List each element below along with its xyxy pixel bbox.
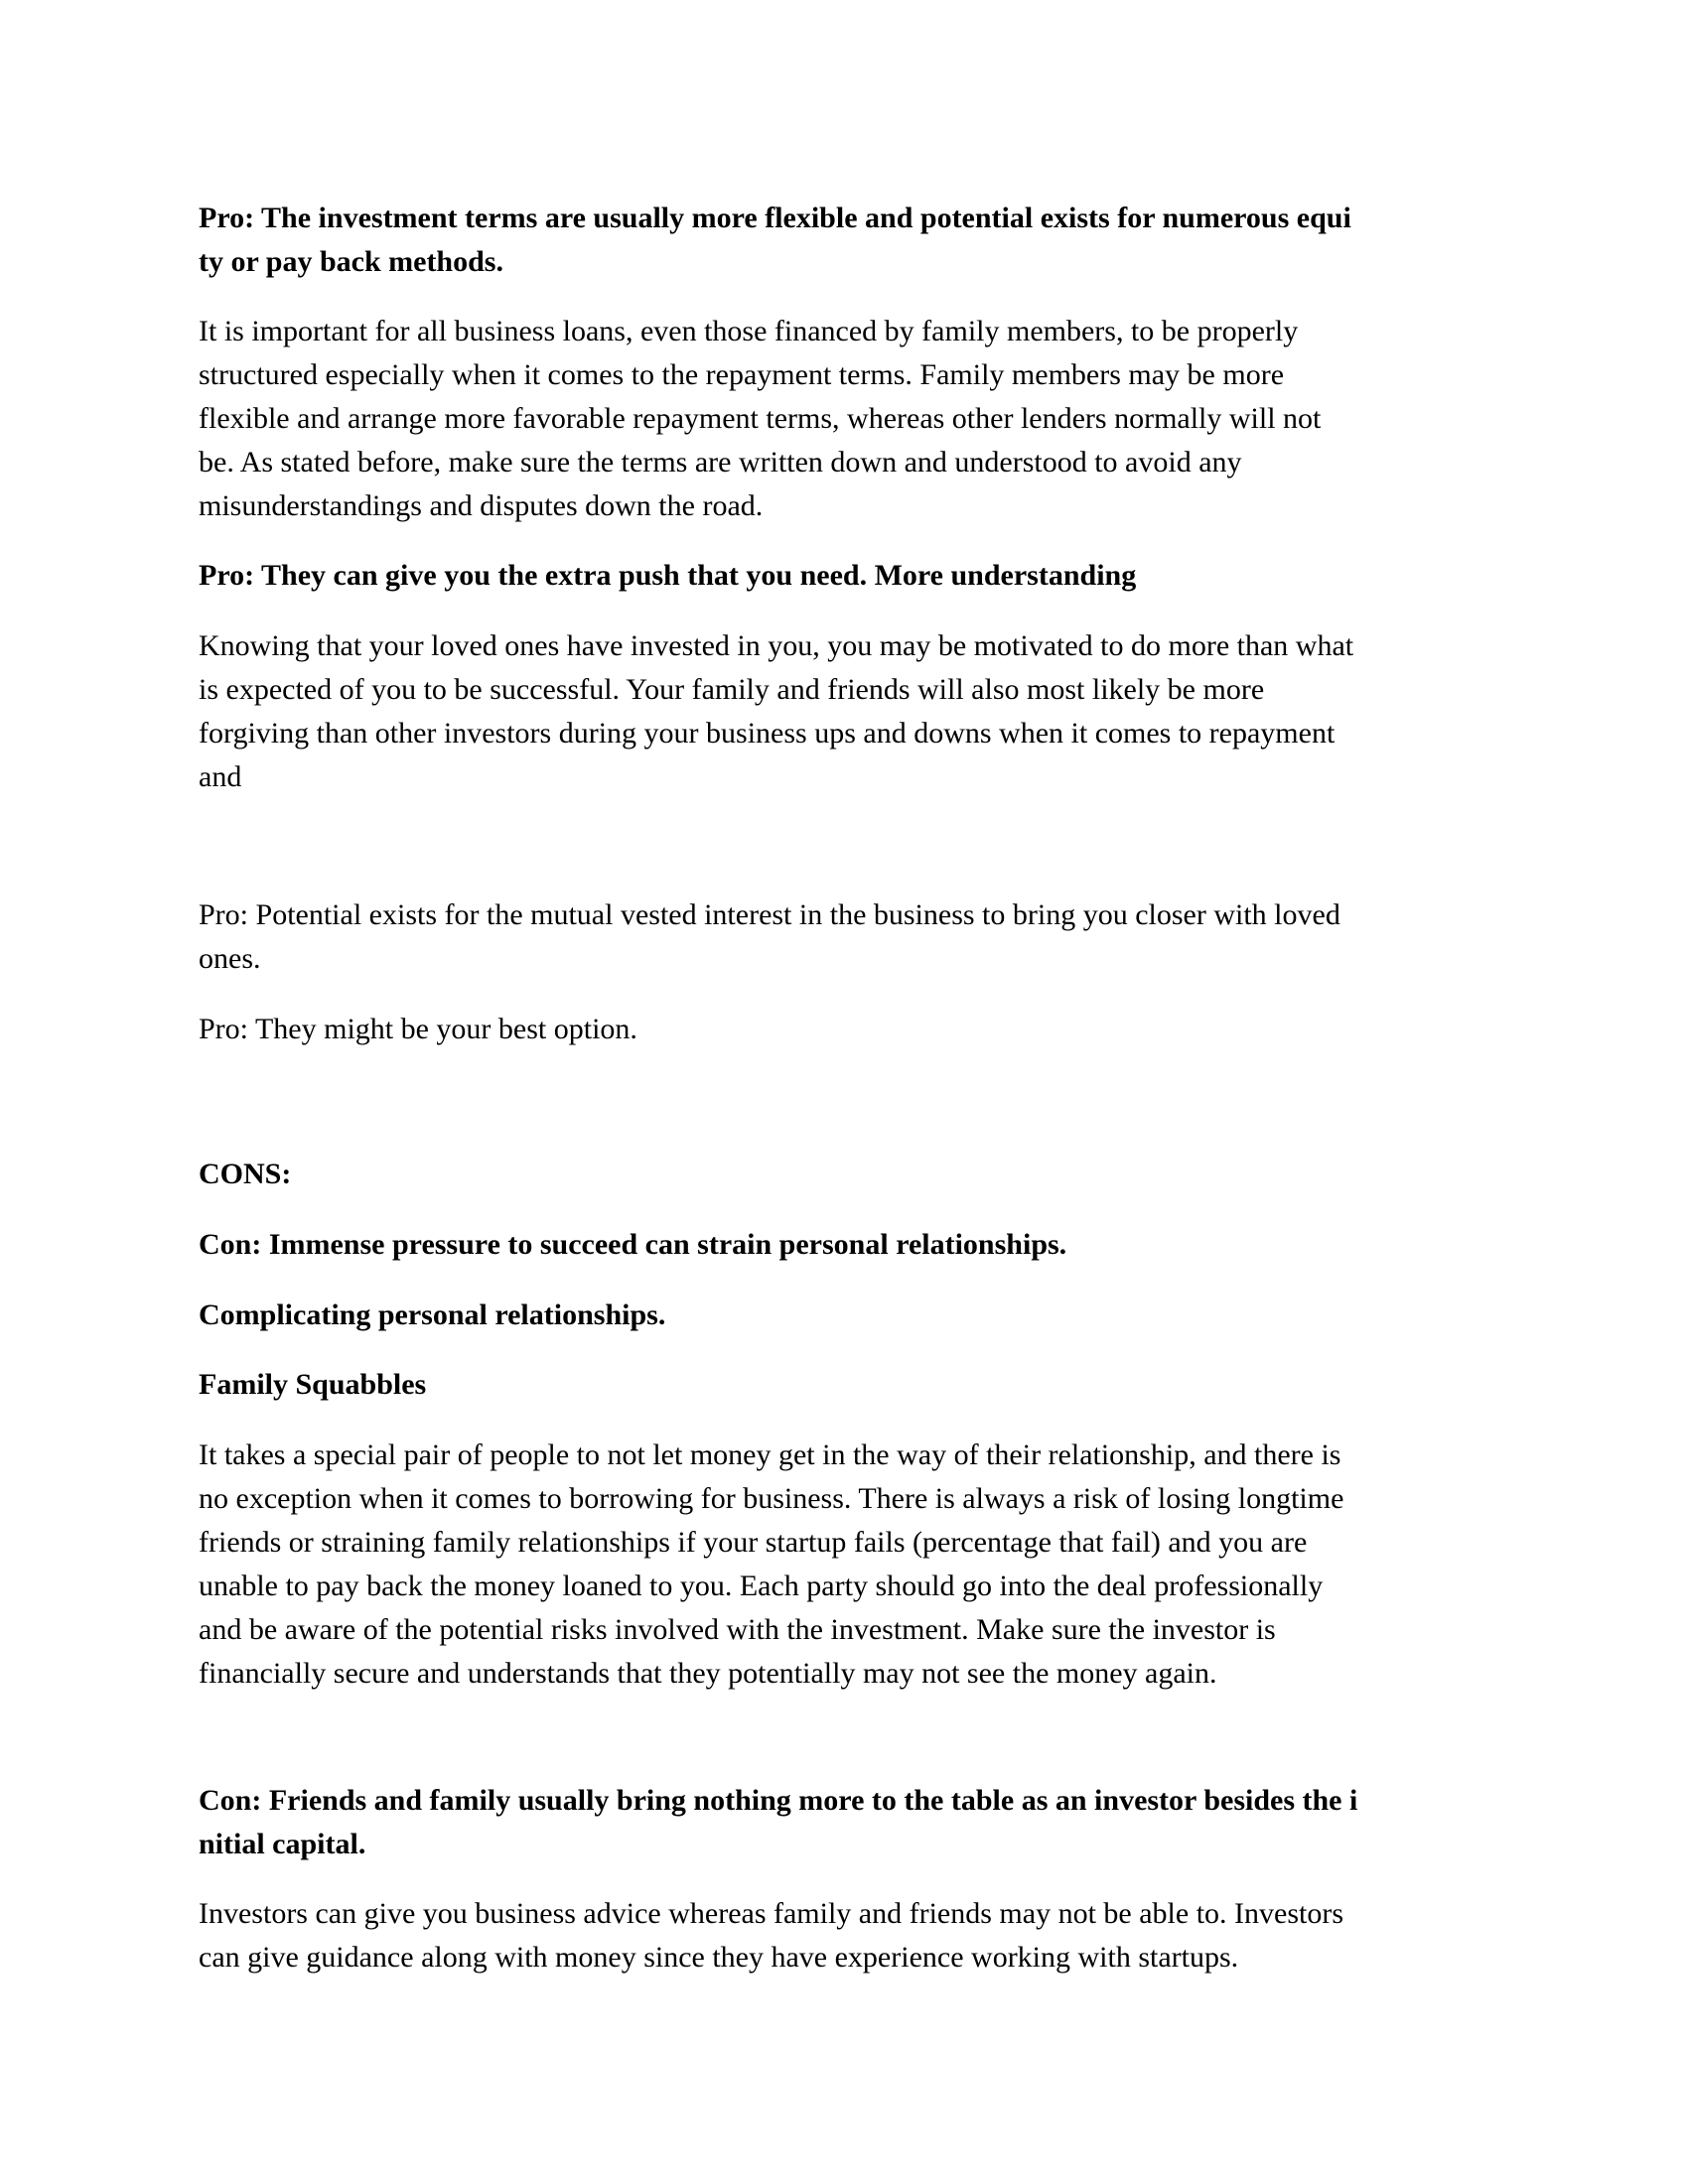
con-squabbles-heading (199, 1363, 1489, 1407)
con-nothing-more-body (199, 1892, 1489, 1979)
text-line: be. As stated before, make sure the terms are written down and understood to avoid any (199, 446, 1242, 478)
text-line: It takes a special pair of people to not let money get in the way of their relationship, and there is (199, 1438, 1341, 1471)
text-line: and (199, 760, 242, 793)
text-line: Complicating personal relationships. (199, 1298, 666, 1331)
con-complicating-heading (199, 1294, 1489, 1337)
text-line: forgiving than other investors during your business ups and downs when it comes to repayment (199, 717, 1336, 750)
pro-push-body (199, 624, 1489, 799)
text-line: CONS: (199, 1158, 292, 1190)
con-squabbles-body (199, 1433, 1489, 1696)
text-line: ty or pay back methods. (199, 245, 503, 278)
text-line: Knowing that your loved ones have invested in you, you may be motivated to do more than what (199, 629, 1354, 662)
text-line: ones. (199, 942, 261, 975)
text-line: can give guidance along with money since they have experience working with startups. (199, 1941, 1239, 1974)
pro-flexible-body (199, 310, 1489, 528)
text-line: misunderstandings and disputes down the road. (199, 489, 764, 522)
pro-best-option (199, 1008, 1489, 1051)
text-line: Pro: The investment terms are usually more flexible and potential exists for numerous equi (199, 202, 1351, 234)
text-line: Con: Friends and family usually bring nothing more to the table as an investor besides the i (199, 1784, 1358, 1817)
cons-heading (199, 1153, 1489, 1196)
text-line: is expected of you to be successful. Your family and friends will also most likely be more (199, 673, 1265, 706)
text-line: It is important for all business loans, even those financed by family members, to be properly (199, 315, 1299, 347)
text-line: Investors can give you business advice whereas family and friends may not be able to. Investors (199, 1897, 1344, 1930)
text-line: structured especially when it comes to the repayment terms. Family members may be more (199, 358, 1285, 391)
pro-closer (199, 893, 1489, 981)
text-line: Pro: They might be your best option. (199, 1013, 637, 1045)
text-line: Family Squabbles (199, 1368, 427, 1401)
con-pressure-heading (199, 1223, 1489, 1267)
text-line: unable to pay back the money loaned to you. Each party should go into the deal professionally (199, 1570, 1324, 1602)
text-line: and be aware of the potential risks involved with the investment. Make sure the investor is (199, 1613, 1276, 1646)
pro-push-heading (199, 554, 1489, 598)
pro-flexible-heading (199, 197, 1489, 284)
text-line: friends or straining family relationships if your startup fails (percentage that fail) and you are (199, 1526, 1308, 1559)
text-line: Con: Immense pressure to succeed can strain personal relationships. (199, 1228, 1067, 1261)
con-nothing-more-heading (199, 1779, 1489, 1866)
text-line: nitial capital. (199, 1828, 366, 1860)
text-line: flexible and arrange more favorable repayment terms, whereas other lenders normally will not (199, 402, 1322, 435)
text-line: financially secure and understands that they potentially may not see the money again. (199, 1657, 1217, 1690)
text-line: Pro: Potential exists for the mutual vested interest in the business to bring you closer with loved (199, 898, 1340, 931)
text-line: no exception when it comes to borrowing for business. There is always a risk of losing longtime (199, 1482, 1344, 1515)
text-line: Pro: They can give you the extra push that you need. More understanding (199, 559, 1137, 592)
